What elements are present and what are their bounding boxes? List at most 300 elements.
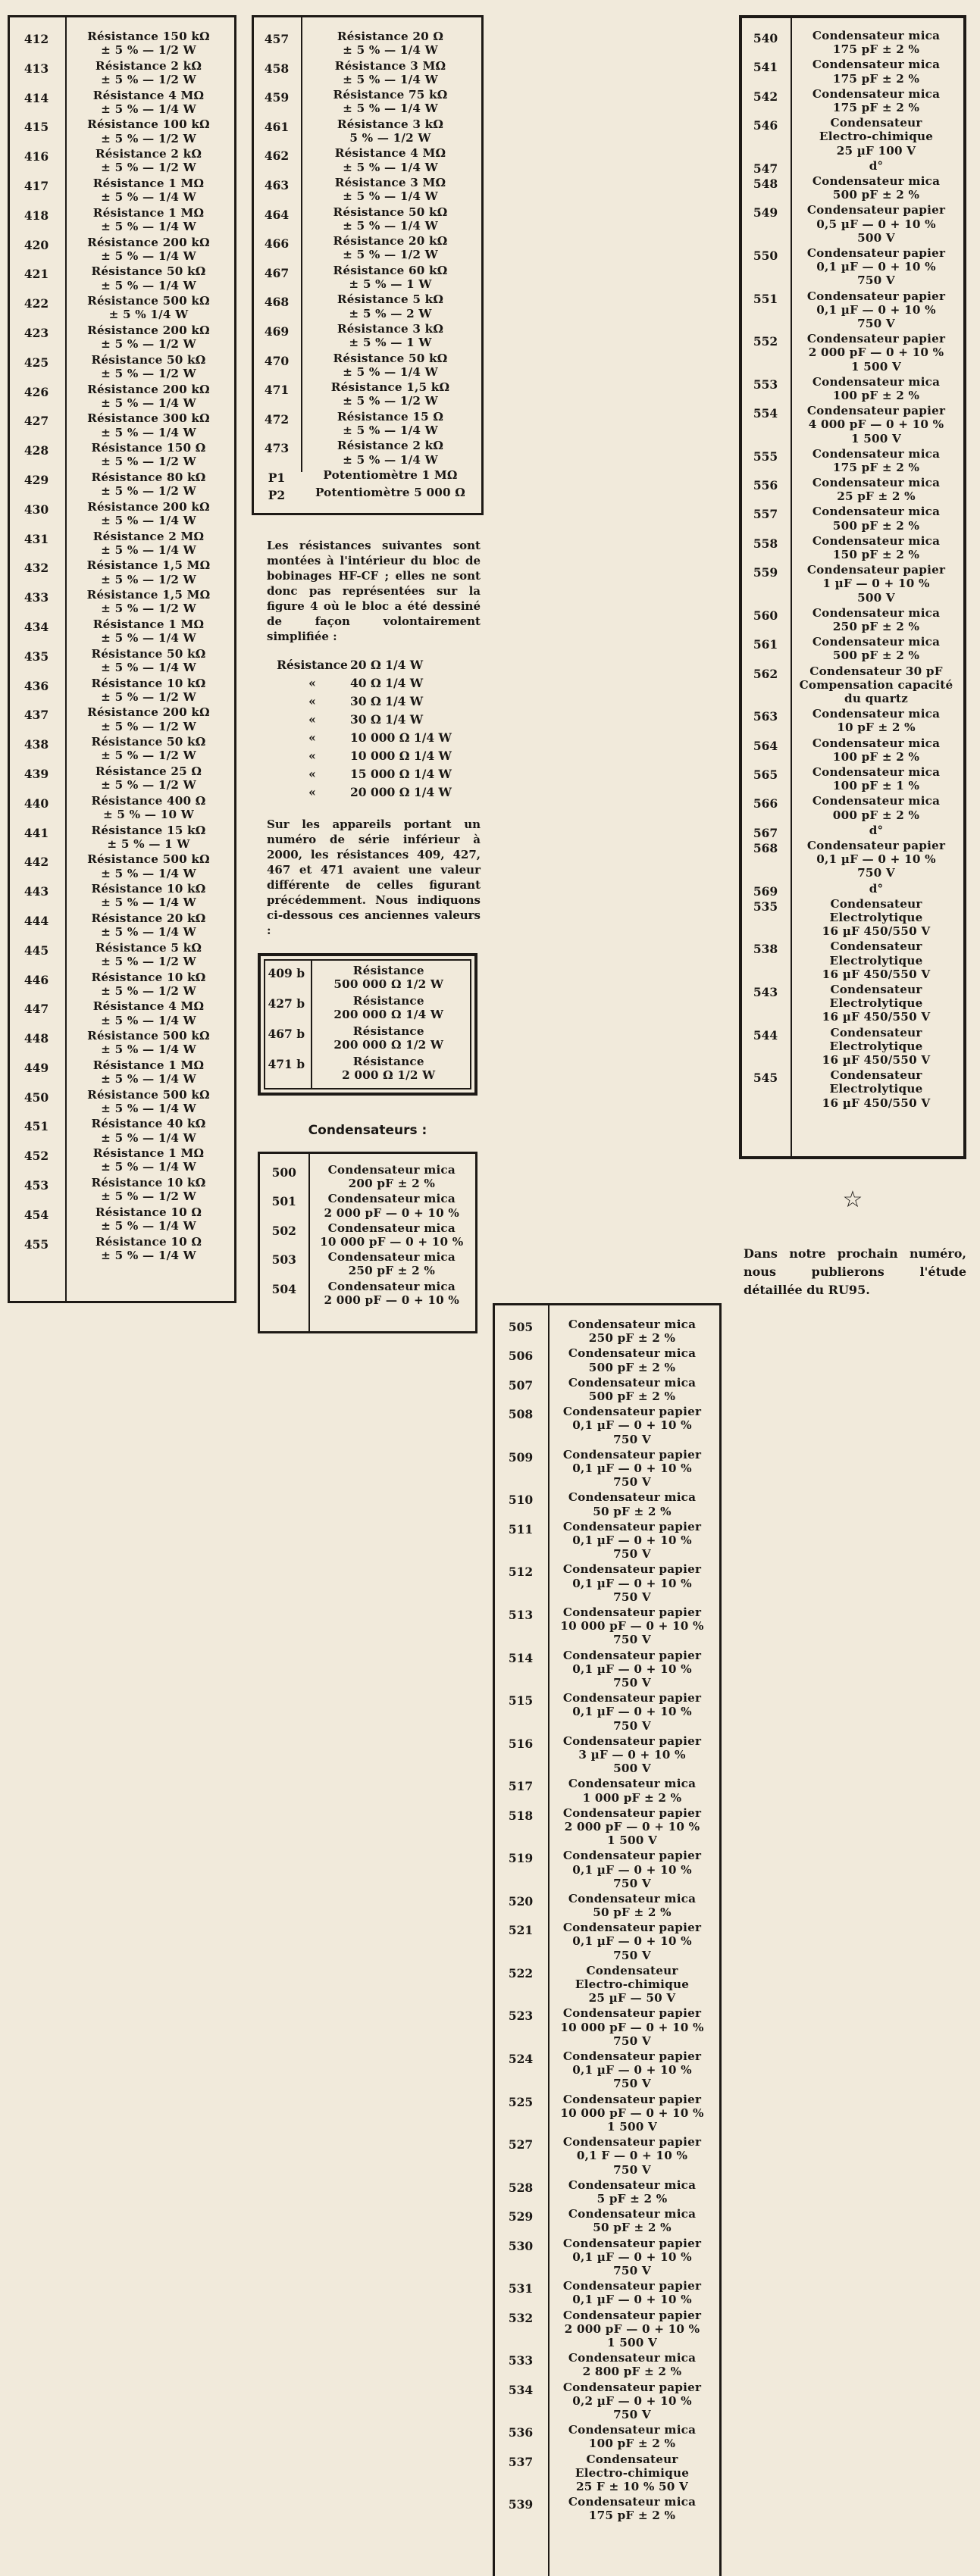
description-line: Résistance 1,5 kΩ — [330, 380, 450, 395]
item-description — [63, 383, 234, 410]
list-item-value: 10 000 Ω 1/4 W — [350, 749, 452, 763]
description-line: 750 V — [857, 866, 895, 880]
description-line: 750 V — [857, 316, 895, 330]
description-line: 0,1 µF — 0 + 10 % — [572, 2063, 692, 2077]
description-line: 0,1 µF — 0 + 10 % — [816, 302, 936, 317]
description-line: ± 5 % — 1/4 W — [101, 631, 196, 646]
item-number: 561 — [753, 637, 778, 652]
table-row — [742, 404, 963, 447]
description-line: 750 V — [613, 2408, 651, 2421]
item-number: 501 — [271, 1194, 296, 1209]
description-line: 2 000 pF — 0 + 10 % — [324, 1293, 460, 1307]
description-line: ± 5 % — 1/4 W — [343, 364, 438, 379]
item-number: 471 — [264, 383, 290, 398]
description-line: Condensateur papier — [562, 2092, 702, 2106]
item-description — [789, 203, 963, 245]
item-description — [63, 294, 234, 321]
item-description — [63, 1176, 234, 1203]
table-row — [742, 159, 963, 174]
description-line: 1 500 V — [606, 2336, 658, 2350]
description-line: Résistance 200 kΩ — [87, 323, 210, 337]
description-line: 750 V — [613, 1633, 651, 1647]
description-line: Résistance 20 Ω — [337, 30, 444, 43]
description-line: 750 V — [613, 2077, 651, 2091]
list-item-value: 20 Ω 1/4 W — [350, 658, 424, 672]
description-line: Condensateur mica — [812, 58, 941, 72]
description-line: 0,1 µF — 0 + 10 % — [816, 852, 936, 867]
condensers-heading: Condensateurs : — [308, 1123, 427, 1138]
table-row — [254, 205, 481, 235]
star-icon: ☆ — [842, 1186, 863, 1213]
description-line: Electro-chimique — [819, 130, 934, 144]
description-line: d° — [869, 881, 884, 896]
description-line: ± 5 % — 1 W — [349, 336, 432, 350]
item-description — [789, 765, 963, 792]
description-line: Condensateur mica — [568, 2423, 697, 2437]
item-description — [63, 1117, 234, 1144]
list-item-label: « — [308, 749, 316, 763]
description-line: ± 5 % — 1/2 W — [101, 484, 196, 499]
table-row — [10, 236, 234, 265]
table-row — [10, 971, 234, 1000]
description-line: 750 V — [613, 1590, 651, 1604]
description-line: Condensateur papier — [562, 2308, 702, 2322]
table-row — [254, 486, 481, 503]
description-line: du quartz — [844, 692, 908, 706]
item-number: 542 — [753, 89, 778, 104]
list-item — [276, 674, 484, 692]
item-number: 422 — [23, 296, 49, 311]
description-line: ± 5 % — 1/2 W — [101, 954, 196, 968]
item-number: 549 — [753, 205, 778, 220]
description-line: 16 µF 450/550 V — [822, 924, 931, 939]
item-number: 562 — [753, 666, 778, 681]
description-line: 000 pF ± 2 % — [832, 808, 920, 822]
description-line: Electrolytique — [829, 1039, 923, 1053]
description-line: Condensateur papier — [562, 2135, 702, 2149]
item-number: 440 — [23, 796, 49, 811]
description-line: 1 500 V — [850, 431, 902, 445]
description-line: 2 000 pF — 0 + 10 % — [564, 1819, 700, 1834]
item-description — [63, 147, 234, 174]
item-description — [299, 486, 481, 499]
item-number: 514 — [508, 1650, 534, 1665]
table-row — [260, 1192, 475, 1221]
description-line: Résistance 200 kΩ — [87, 705, 210, 720]
item-description — [299, 352, 481, 379]
description-line: ± 5 % — 1/4 W — [101, 219, 196, 233]
item-description — [299, 117, 481, 145]
item-description — [546, 1649, 718, 1690]
description-line: 750 V — [613, 2034, 651, 2048]
description-line: 2 800 pF ± 2 % — [582, 2365, 682, 2379]
description-line: ± 5 % — 1/4 W — [101, 1013, 196, 1027]
item-description — [789, 404, 963, 445]
item-number: 417 — [23, 178, 49, 193]
description-line: Résistance 60 kΩ — [333, 263, 448, 277]
description-line: Résistance 1 MΩ — [92, 176, 205, 190]
table-row — [495, 1405, 719, 1448]
table-row — [254, 59, 481, 89]
description-line: d° — [869, 823, 884, 837]
item-description — [546, 2279, 718, 2306]
item-number: 552 — [753, 334, 778, 349]
description-line: Condensateur papier — [562, 1562, 702, 1577]
item-number: 414 — [23, 90, 49, 105]
description-line: 500 V — [613, 1762, 651, 1776]
item-description — [789, 87, 963, 114]
table-row — [254, 468, 481, 486]
description-line: Condensateur — [830, 896, 922, 911]
item-description — [789, 29, 963, 56]
item-number: 441 — [23, 825, 49, 840]
item-number: 538 — [753, 942, 778, 957]
description-line: 2 000 pF — 0 + 10 % — [808, 345, 944, 360]
item-number: 466 — [264, 236, 290, 252]
description-line: Résistance 200 kΩ — [87, 382, 210, 396]
description-line: Résistance 200 kΩ — [87, 499, 210, 514]
table-row — [495, 2309, 719, 2352]
table-row — [742, 505, 963, 533]
description-line: Résistance 80 kΩ — [91, 470, 206, 484]
item-description — [63, 59, 234, 86]
description-line: Condensateur mica — [812, 446, 941, 461]
item-number: 560 — [753, 608, 778, 623]
table-row — [10, 500, 234, 530]
description-line: Résistance 4 MΩ — [334, 146, 446, 161]
description-line: Résistance 1 MΩ — [92, 1146, 205, 1161]
description-line: ± 5 % — 1/2 W — [101, 1190, 196, 1204]
description-line: 25 F ± 10 % 50 V — [575, 2479, 689, 2493]
description-line: 2 000 Ω 1/2 W — [342, 1068, 436, 1083]
item-description — [63, 647, 234, 674]
description-line: Résistance 10 Ω — [95, 1205, 202, 1219]
description-line: Condensateur papier — [562, 1921, 702, 1935]
description-line: 1 500 V — [850, 359, 902, 374]
description-line: Electro-chimique — [575, 2465, 690, 2480]
item-description — [299, 234, 481, 261]
table-row — [10, 30, 234, 59]
item-description — [308, 1221, 475, 1249]
item-number: 523 — [508, 2009, 534, 2024]
description-line: 16 µF 450/550 V — [822, 967, 931, 981]
item-number: 430 — [23, 502, 49, 517]
description-line: 10 000 pF — 0 + 10 % — [320, 1234, 464, 1249]
table-row — [10, 764, 234, 794]
item-number: 546 — [753, 118, 778, 133]
item-description — [63, 353, 234, 380]
description-line: Résistance 40 kΩ — [91, 1117, 206, 1131]
description-line: ± 5 % — 2 W — [349, 306, 432, 320]
item-number: 458 — [264, 61, 290, 76]
item-number: 558 — [753, 536, 778, 551]
item-description — [546, 1777, 718, 1804]
table-row — [10, 911, 234, 941]
item-number: 565 — [753, 767, 778, 783]
table-row — [742, 174, 963, 203]
description-line: ± 5 % — 1/4 W — [101, 542, 196, 557]
item-number: 452 — [23, 1149, 49, 1164]
description-line: Condensateur mica — [327, 1163, 456, 1177]
description-line: 0,1 µF — 0 + 10 % — [572, 1418, 692, 1433]
capacitor-table-1 — [258, 1152, 477, 1333]
table-row — [254, 292, 481, 322]
description-line: Potentiomètre 5 000 Ω — [315, 485, 466, 499]
item-description — [299, 380, 481, 408]
table-row — [495, 1318, 719, 1346]
description-line: 150 pF ± 2 % — [832, 548, 920, 562]
item-description — [789, 794, 963, 821]
description-line: 4 000 pF — 0 + 10 % — [808, 417, 944, 432]
table-row — [742, 289, 963, 333]
item-number: 554 — [753, 406, 778, 421]
description-line: Condensateur mica — [568, 1375, 697, 1390]
table-row — [254, 234, 481, 264]
description-line: Condensateur papier — [806, 838, 946, 852]
item-description — [308, 1250, 475, 1277]
item-number: 423 — [23, 325, 49, 340]
table-row — [495, 1490, 719, 1519]
item-description — [299, 88, 481, 115]
description-line: Condensateur mica — [812, 707, 941, 721]
description-line: 500 V — [857, 230, 895, 245]
resistor-table-2 — [252, 15, 484, 515]
item-number: 513 — [508, 1607, 534, 1622]
table-row — [254, 352, 481, 381]
capacitor-table-3 — [739, 15, 966, 1159]
item-description — [789, 505, 963, 532]
description-line: Condensateur mica — [812, 635, 941, 649]
column-4 — [739, 15, 966, 1299]
table-row — [742, 332, 963, 375]
item-description — [299, 410, 481, 437]
item-number: 500 — [271, 1165, 296, 1180]
description-line: Condensateur 30 pF — [809, 664, 943, 678]
item-description — [789, 707, 963, 734]
description-line: 750 V — [613, 2264, 651, 2278]
item-number: 532 — [508, 2310, 534, 2325]
item-description — [546, 1520, 718, 1562]
description-line: 25 pF ± 2 % — [837, 489, 916, 504]
table-row — [495, 2453, 719, 2496]
item-number: 427 b — [268, 996, 305, 1011]
item-number: 510 — [508, 1493, 534, 1508]
item-number: 473 — [264, 441, 290, 456]
description-line: Résistance 400 Ω — [91, 793, 206, 808]
item-number: 511 — [508, 1521, 534, 1537]
table-row — [495, 1691, 719, 1734]
description-line: Condensateur — [830, 939, 922, 954]
description-line: Résistance 5 kΩ — [337, 292, 444, 307]
table-row — [10, 647, 234, 677]
description-line: 200 pF ± 2 % — [348, 1177, 435, 1191]
item-description — [63, 794, 234, 821]
item-description — [299, 176, 481, 203]
item-number: 566 — [753, 796, 778, 811]
description-line: ± 5 % — 1/4 W — [101, 1160, 196, 1174]
table-row — [10, 294, 234, 324]
description-line: 0,5 µF — 0 + 10 % — [816, 217, 936, 231]
description-line: Condensateur mica — [327, 1192, 456, 1206]
table-row — [742, 707, 963, 736]
description-line: Condensateur papier — [562, 1447, 702, 1462]
table-row — [742, 1068, 963, 1111]
description-line: Résistance 2 MΩ — [92, 529, 205, 543]
item-number: 512 — [508, 1565, 534, 1580]
item-number: 533 — [508, 2353, 534, 2368]
table-row — [495, 1806, 719, 1849]
item-description — [789, 1026, 963, 1068]
table-row — [10, 117, 234, 147]
item-number: P1 — [268, 470, 286, 485]
description-line: Condensateur mica — [812, 605, 941, 620]
item-description — [308, 1192, 475, 1219]
item-description — [546, 2093, 718, 2134]
description-line: Condensateur papier — [562, 1405, 702, 1419]
description-line: Résistance 15 Ω — [337, 409, 444, 424]
item-number: 568 — [753, 840, 778, 855]
description-line: Condensateur mica — [812, 736, 941, 750]
description-line: ± 5 % — 1/2 W — [343, 394, 438, 408]
item-number: 434 — [23, 619, 49, 634]
table-row — [10, 530, 234, 559]
table-row — [742, 824, 963, 839]
item-description — [546, 1448, 718, 1490]
description-line: ± 5 % — 1/4 W — [101, 395, 196, 410]
description-line: 10 pF ± 2 % — [837, 721, 916, 735]
description-line: ± 5 % — 1/2 W — [101, 73, 196, 86]
description-line: 500 pF ± 2 % — [588, 1389, 676, 1403]
item-number: 425 — [23, 355, 49, 370]
item-number: 537 — [508, 2454, 534, 2469]
item-description — [63, 764, 234, 792]
item-number: 505 — [508, 1320, 534, 1334]
item-number: P2 — [268, 487, 286, 502]
table-row — [10, 89, 234, 118]
item-description — [789, 246, 963, 288]
item-description — [63, 911, 234, 939]
description-line: Condensateur mica — [568, 2207, 697, 2221]
item-description — [63, 677, 234, 704]
item-number: 563 — [753, 709, 778, 724]
item-description — [63, 30, 234, 57]
column-2 — [252, 15, 484, 1333]
description-line: Condensateur mica — [812, 374, 941, 389]
item-description — [63, 324, 234, 351]
description-line: ± 5 % — 1/4 W — [101, 925, 196, 939]
table-row — [254, 410, 481, 439]
description-line: Résistance 1 MΩ — [92, 617, 205, 631]
item-description — [63, 1058, 234, 1086]
table-row — [495, 2135, 719, 2178]
description-line: Condensateur papier — [562, 2049, 702, 2064]
table-row — [495, 1921, 719, 1964]
description-line: Condensateur papier — [806, 203, 946, 217]
description-line: 100 pF ± 2 % — [588, 2437, 676, 2451]
description-line: Résistance 500 kΩ — [87, 294, 210, 308]
description-line: Résistance 4 MΩ — [92, 88, 205, 102]
description-line: Résistance 3 kΩ — [337, 321, 444, 336]
description-line: Résistance 3 MΩ — [334, 58, 446, 73]
description-line: Condensateur papier — [806, 563, 946, 577]
description-line: Résistance 500 kΩ — [87, 1029, 210, 1043]
table-row — [254, 176, 481, 205]
description-line: ± 5 % — 1/4 W — [101, 102, 196, 116]
table-row — [495, 2178, 719, 2207]
item-number: 416 — [23, 149, 49, 164]
table-row — [10, 824, 234, 853]
item-number: 409 b — [268, 966, 305, 980]
table-row — [265, 1055, 470, 1085]
table-row — [495, 2495, 719, 2524]
description-line: 16 µF 450/550 V — [822, 1052, 931, 1067]
description-line: Résistance 3 MΩ — [334, 175, 446, 189]
description-line: 0,1 F — 0 + 10 % — [576, 2149, 688, 2163]
description-line: ± 5 % — 1/4 W — [101, 896, 196, 910]
description-line: ± 5 % — 1/2 W — [343, 248, 438, 262]
description-line: Condensateur papier — [562, 1519, 702, 1533]
description-line: ± 5 % — 1/4 W — [101, 1072, 196, 1086]
table-row — [265, 994, 470, 1024]
item-number: 413 — [23, 61, 49, 76]
table-row — [10, 999, 234, 1029]
description-line: 10 000 pF — 0 + 10 % — [560, 1619, 704, 1633]
item-description — [546, 1605, 718, 1647]
item-number: 464 — [264, 207, 290, 222]
description-line: Résistance 150 Ω — [91, 441, 206, 455]
table-row — [495, 1520, 719, 1563]
item-number: 569 — [753, 883, 778, 899]
description-line: 750 V — [613, 2162, 651, 2177]
item-number: 437 — [23, 708, 49, 723]
description-line: 2 000 pF — 0 + 10 % — [564, 2321, 700, 2336]
description-line: ± 5 % — 1/2 W — [101, 43, 196, 58]
item-description — [63, 735, 234, 762]
description-line: ± 5 % — 1 W — [349, 277, 432, 291]
description-line: Résistance 5 kΩ — [95, 940, 202, 955]
table-row — [10, 59, 234, 89]
table-row — [495, 1562, 719, 1605]
description-line: 500 pF ± 2 % — [832, 518, 920, 533]
item-number: 431 — [23, 531, 49, 546]
list-item-label: « — [308, 767, 316, 781]
table-row — [10, 588, 234, 617]
table-row — [495, 2093, 719, 2136]
item-number: 553 — [753, 377, 778, 392]
description-line: ± 5 % — 1/4 W — [101, 190, 196, 205]
table-row — [495, 1734, 719, 1777]
description-line: Condensateur — [830, 1068, 922, 1083]
item-number: 461 — [264, 119, 290, 134]
table-row — [742, 839, 963, 882]
description-line: Electrolytique — [829, 910, 923, 924]
item-number: 433 — [23, 590, 49, 605]
table-row — [495, 2207, 719, 2236]
item-number: 439 — [23, 766, 49, 781]
description-line: Résistance 3 kΩ — [337, 117, 444, 131]
description-line: 1 500 V — [606, 2120, 658, 2134]
capacitor-table-2 — [493, 1303, 722, 2576]
item-description — [63, 89, 234, 116]
list-item-label: « — [308, 712, 316, 727]
description-line: Electrolytique — [829, 1082, 923, 1096]
item-description — [546, 1691, 718, 1733]
description-line: Résistance 1,5 MΩ — [86, 588, 211, 602]
description-line: Résistance 20 kΩ — [333, 234, 448, 249]
item-description — [546, 1405, 718, 1446]
item-description — [299, 205, 481, 233]
description-line: Condensateur papier — [562, 1733, 702, 1748]
